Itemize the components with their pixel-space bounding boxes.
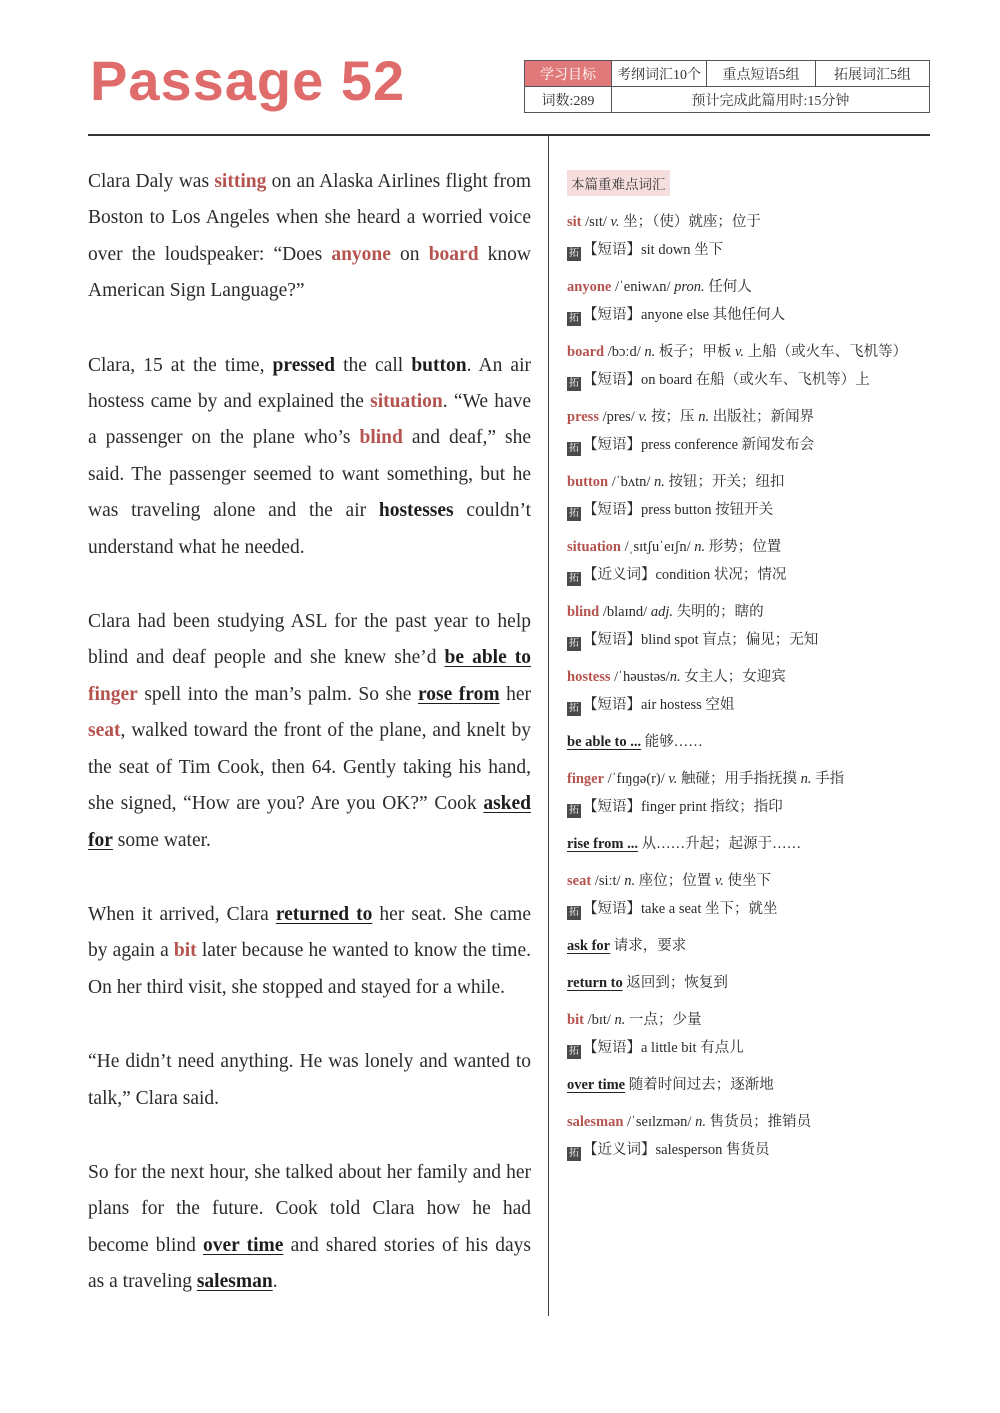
vocab-entry: press /pres/ v. 按；压 n. 出版社；新闻界 拓 【短语】press conference 新闻发布会 [567,409,815,454]
extension-icon: 拓 [569,443,579,454]
vocab-entry: button /ˈbʌtn/ n. 按钮；开关；纽扣 拓 【短语】press button 按钮开关 [567,474,785,519]
vocab-word: situation [567,539,621,555]
header-divider [88,134,930,136]
keyword: hostesses [378,500,454,522]
vocab-word: seat [567,873,592,889]
vocab-panel [567,170,937,1173]
extension-icon: 拓 [569,1046,579,1057]
paragraph-6: So for the next hour, she talked about her family and her plans for the future. Cook told Clara how he had become blind over time and shared stories of his days as a traveling salesman. [88,1161,531,1293]
time-estimate: 预计完成此篇用时:15分钟 [611,87,929,112]
extension-icon: 拓 [569,313,579,324]
vocab-highlight: situation [370,391,443,413]
phrase-underline: returned to [275,903,373,925]
phrase-word: be able to ... [567,734,642,750]
vocab-phrase: over time 随着时间过去；逐渐地 [567,1077,774,1093]
page-title: Passage 52 [90,49,406,112]
vocab-word: board [567,344,605,360]
vocab-highlight: bit [173,940,197,962]
extension-icon: 拓 [569,703,579,714]
phrase-count: 重点短语5组 [706,61,815,86]
vocab-word: bit [567,1012,584,1028]
column-divider [548,136,549,1316]
vocab-word: salesman [567,1114,624,1130]
vocab-entry: hostess /ˈhəustəs/n. 女主人；女迎宾 拓 【短语】air hostess 空姐 [567,669,786,714]
phrase-word: ask for [567,938,611,954]
vocab-highlight: blind [359,427,403,449]
vocab-entry: situation /ˌsɪtʃuˈeɪʃn/ n. 形势；位置 拓 【近义词】condition 状况；情况 [567,539,787,584]
vocab-entry: board /bɔːd/ n. 板子；甲板 v. 上船（或火车、飞机等） 拓 【短语】on board 在船（或火车、飞机等）上 [567,344,908,389]
vocab-highlight: board [428,243,479,265]
vocab-word: blind [567,604,600,620]
vocab-entry: blind /blaɪnd/ adj. 失明的；瞎的 拓 【短语】blind spot 盲点；偏见；无知 [567,604,819,649]
phrase-underline: over time [203,1234,284,1256]
vocab-phrase: be able to ... 能够…… [567,734,703,750]
vocab-word: anyone [567,279,612,295]
phrase-underline: be able to [444,647,531,669]
phrase-word: return to [567,975,623,991]
vocab-entry: sit /sɪt/ v. 坐；（使）就座；位于 拓 【短语】sit down 坐下 [567,214,761,259]
extension-icon: 拓 [569,907,579,918]
vocab-phrase: return to 返回到；恢复到 [567,975,728,991]
vocab-entry: salesman /ˈseɪlzmən/ n. 售货员；推销员 拓 【近义词】salesperson 售货员 [567,1114,812,1159]
vocab-heading: 本篇重难点词汇 [567,170,670,196]
vocab-word: button [567,474,609,490]
keyword: pressed [272,354,336,376]
phrase-underline: asked for [88,793,531,851]
extension-count: 拓展词汇5组 [815,61,929,86]
vocab-word: finger [567,771,605,787]
vocab-entry: finger /ˈfɪŋɡə(r)/ v. 触碰；用手指抚摸 n. 手指 拓 【短语】finger print 指纹；指印 [567,771,845,816]
vocab-entry: anyone /ˈeniwʌn/ pron. 任何人 拓 【短语】anyone else 其他任何人 [567,279,786,324]
vocab-highlight: seat [88,720,121,742]
vocab-phrase: ask for 请求，要求 [567,938,687,954]
paragraph-1: Clara Daly was sitting on an Alaska Airlines flight from Boston to Los Angeles when she heard a worried voice over the loudspeaker: “Does anyone on board know American Sign Language?” [88,171,531,302]
extension-icon: 拓 [569,378,579,389]
extension-icon: 拓 [569,508,579,519]
extension-icon: 拓 [569,805,579,816]
keyword: button [411,354,467,376]
vocab-phrase: rise from ... 从……升起；起源于…… [567,836,802,852]
paragraph-3: Clara had been studying ASL for the past year to help blind and deaf people and she knew she’d be able to finger spell into the man’s palm. So she rose from her seat, walked toward the front of the plane, and knelt by the seat of Tim Cook, then 64. Gently taking his hand, she signed, “How are you? Are you OK?” Cook asked for some water. [88,611,531,851]
vocab-word: sit [567,214,582,230]
vocab-highlight: anyone [331,243,391,265]
phrase-underline: rose from [417,683,500,705]
passage-text [88,164,531,1316]
phrase-word: rise from ... [567,836,638,852]
vocab-entry: seat /siːt/ n. 座位；位置 v. 使坐下 拓 【短语】take a seat 坐下；就坐 [567,873,778,918]
vocab-word: press [567,409,599,425]
paragraph-4: When it arrived, Clara returned to her seat. She came by again a bit later because he wanted to know the time. On her third visit, she stopped and stayed for a while. [88,903,531,998]
study-goal-label: 学习目标 [525,61,611,86]
vocab-word: hostess [567,669,611,685]
extension-icon: 拓 [569,638,579,649]
vocab-highlight: finger [88,683,138,705]
extension-icon: 拓 [569,573,579,584]
vocab-highlight: sitting [214,171,267,192]
vocab-count: 考纲词汇10个 [611,61,706,86]
phrase-word: over time [567,1077,626,1093]
extension-icon: 拓 [569,248,579,259]
study-info-table [524,60,930,113]
extension-icon: 拓 [569,1148,579,1159]
paragraph-2: Clara, 15 at the time, pressed the call button. An air hostess came by and explained the situation. “We have a passenger on the plane who’s blind and deaf,” she said. The passenger seemed to want something, but he was traveling alone and the air hostesses couldn’t understand what he needed. [88,354,531,558]
phrase-underline: salesman [196,1271,273,1293]
paragraph-5: “He didn’t need anything. He was lonely and wanted to talk,” Clara said. [88,1051,531,1109]
word-count: 词数:289 [541,93,595,109]
vocab-entry: bit /bɪt/ n. 一点；少量 拓 【短语】a little bit 有点儿 [567,1012,744,1057]
